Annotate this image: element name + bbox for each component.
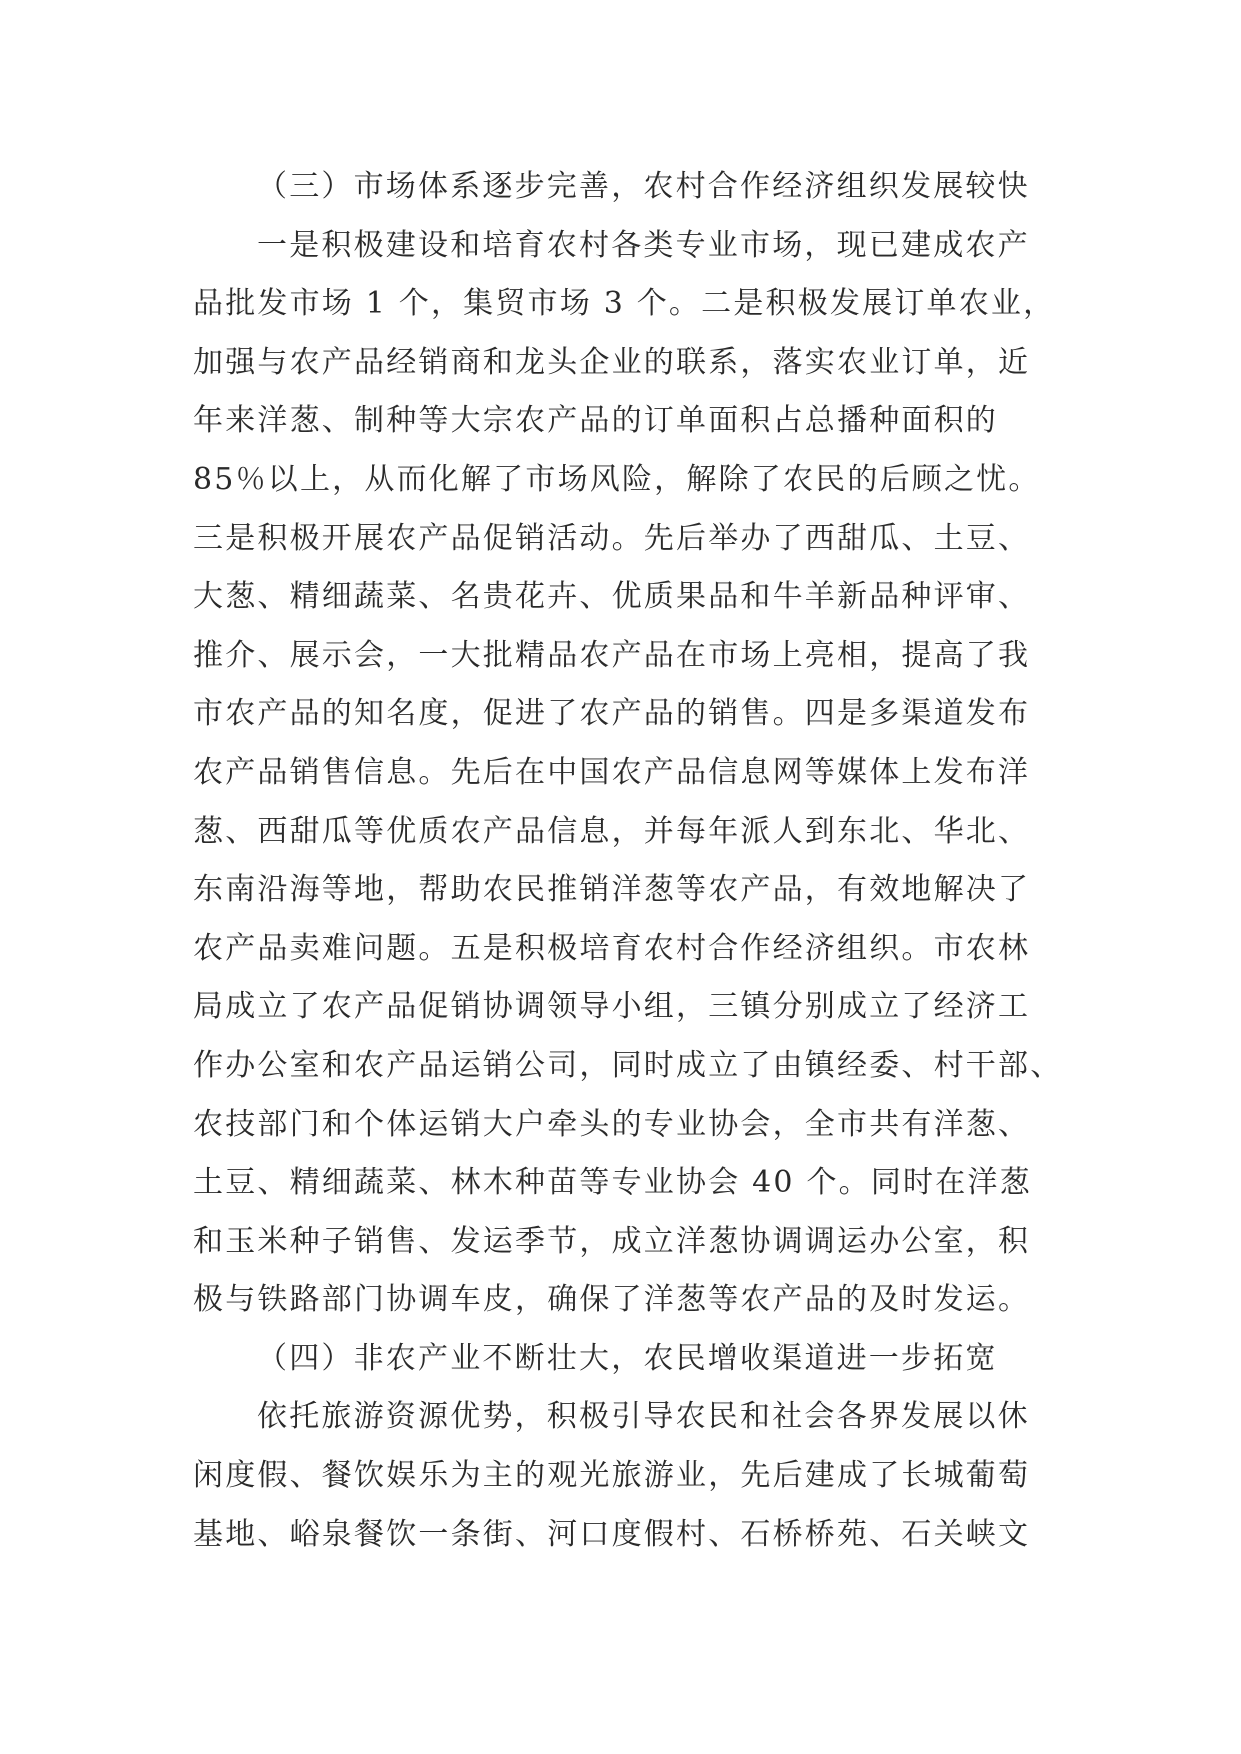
paragraph-line: 葱、西甜瓜等优质农产品信息，并每年派人到东北、华北、 bbox=[193, 813, 1031, 849]
paragraph-line: 农产品销售信息。先后在中国农产品信息网等媒体上发布洋 bbox=[193, 754, 1031, 790]
paragraph-line: 闲度假、餐饮娱乐为主的观光旅游业，先后建成了长城葡萄 bbox=[193, 1458, 1031, 1494]
paragraph-line: 局成立了农产品促销协调领导小组，三镇分别成立了经济工 bbox=[193, 989, 1031, 1025]
paragraph-line: 基地、峪泉餐饮一条街、河口度假村、石桥桥苑、石关峡文 bbox=[193, 1516, 1031, 1552]
paragraph-line: 推介、展示会，一大批精品农产品在市场上亮相，提高了我 bbox=[193, 637, 1031, 673]
paragraph-line: 年来洋葱、制种等大宗农产品的订单面积占总播种面积的 bbox=[193, 403, 998, 439]
section-heading-3: （三）市场体系逐步完善，农村合作经济组织发展较快 bbox=[257, 169, 1030, 204]
paragraph-line: 和玉米种子销售、发运季节，成立洋葱协调调运办公室，积 bbox=[193, 1223, 1031, 1259]
paragraph-line: 大葱、精细蔬菜、名贵花卉、优质果品和牛羊新品种评审、 bbox=[193, 579, 1031, 615]
paragraph-line: 农产品卖难问题。五是积极培育农村合作经济组织。市农林 bbox=[193, 930, 1031, 966]
paragraph-line: 市农产品的知名度，促进了农产品的销售。四是多渠道发布 bbox=[193, 696, 1031, 732]
paragraph-line: 85％以上，从而化解了市场风险，解除了农民的后顾之忧。 bbox=[193, 461, 1041, 497]
document-page bbox=[193, 158, 1063, 1564]
paragraph-line: 土豆、精细蔬菜、林木种苗等专业协会 40 个。同时在洋葱 bbox=[193, 1165, 1032, 1201]
paragraph-line: 东南沿海等地，帮助农民推销洋葱等农产品，有效地解决了 bbox=[193, 872, 1031, 908]
paragraph-line: 依托旅游资源优势，积极引导农民和社会各界发展以休 bbox=[257, 1399, 1030, 1435]
paragraph-line: 极与铁路部门协调车皮，确保了洋葱等农产品的及时发运。 bbox=[193, 1282, 1031, 1318]
section-heading-4: （四）非农产业不断壮大，农民增收渠道进一步拓宽 bbox=[257, 1340, 998, 1376]
paragraph-line: 作办公室和农产品运销公司，同时成立了由镇经委、村干部、 bbox=[193, 1047, 1063, 1083]
paragraph-line: 加强与农产品经销商和龙头企业的联系，落实农业订单，近 bbox=[193, 344, 1031, 380]
paragraph-line: 农技部门和个体运销大户牵头的专业协会，全市共有洋葱、 bbox=[193, 1106, 1031, 1142]
paragraph-line: 三是积极开展农产品促销活动。先后举办了西甜瓜、土豆、 bbox=[193, 520, 1031, 556]
paragraph-line: 一是积极建设和培育农村各类专业市场，现已建成农产 bbox=[257, 227, 1030, 263]
paragraph-line: 品批发市场 1 个，集贸市场 3 个。二是积极发展订单农业， bbox=[193, 286, 1056, 322]
